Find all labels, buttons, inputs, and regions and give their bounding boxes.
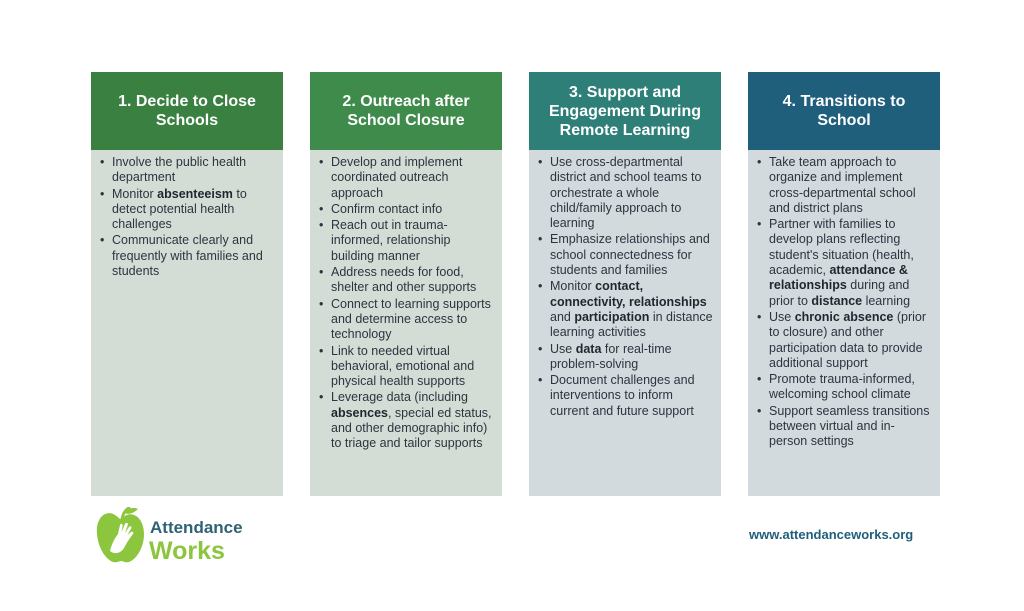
bullet-text: Support seamless transitions between virtual and in-person settings — [769, 403, 930, 449]
bullet-text: Link to needed virtual behavioral, emotional and physical health supports — [331, 343, 475, 389]
bullet-item — [99, 233, 275, 279]
bullet-text: Document challenges and interventions to inform current and future support — [550, 373, 695, 418]
bullet-text: Use — [550, 341, 576, 356]
bullet-item — [537, 232, 713, 278]
bullet-item — [756, 372, 932, 403]
bullet-item — [318, 265, 494, 296]
bullet-text: for real-time problem-solving — [550, 341, 672, 371]
bullet-item — [318, 155, 494, 201]
apple-hand-icon — [96, 507, 146, 565]
column-outreach — [310, 72, 502, 496]
website-url: www.attendanceworks.org — [749, 527, 914, 542]
bullet-item — [756, 217, 932, 309]
bullet-text: Use — [769, 309, 795, 324]
bullet-item — [537, 155, 713, 231]
column-body — [529, 150, 721, 496]
bullet-emphasis: absenteeism — [157, 186, 233, 201]
bullet-text: during and prior to — [769, 278, 910, 308]
bullet-text: and — [550, 309, 575, 324]
bullet-item — [537, 373, 713, 419]
bullet-item — [756, 155, 932, 216]
bullet-text: Use cross-departmental district and school teams to orchestrate a whole child/family approach to learning — [550, 155, 702, 231]
bullet-emphasis: data — [575, 341, 602, 356]
bullet-item — [756, 404, 932, 450]
bullet-item — [99, 187, 275, 233]
bullet-text: Connect to learning supports and determine access to technology — [331, 296, 491, 342]
bullet-text: Confirm contact info — [331, 201, 443, 216]
bullet-item — [537, 279, 713, 340]
column-decide-to-close — [91, 72, 283, 496]
column-title: 4. Transitions to School — [782, 93, 906, 129]
bullet-emphasis: attendance & relationships — [769, 263, 908, 293]
column-header — [91, 72, 283, 150]
bullet-text: to detect potential health challenges — [112, 186, 247, 232]
attendance-works-logo — [96, 507, 256, 567]
logo-text-works: Works — [149, 537, 225, 565]
column-header — [310, 72, 502, 150]
bullet-item — [318, 297, 494, 343]
bullet-item — [756, 310, 932, 371]
bullet-list — [756, 155, 932, 450]
column-title: 3. Support and Engagement During Remote Learning — [548, 83, 701, 139]
column-title: 1. Decide to Close Schools — [118, 93, 256, 129]
bullet-text: learning — [862, 293, 911, 308]
column-header — [748, 72, 940, 150]
column-title: 2. Outreach after School Closure — [342, 93, 470, 129]
bullet-list — [537, 155, 713, 419]
bullet-list — [318, 155, 494, 452]
column-body — [748, 150, 940, 496]
column-support-engagement — [529, 72, 721, 496]
bullet-text: Develop and implement coordinated outreach approach — [331, 155, 463, 200]
bullet-text: Take team approach to organize and implement cross-departmental school and district plans — [769, 155, 916, 215]
bullet-item — [318, 344, 494, 390]
bullet-text: Emphasize relationships and school connectedness for students and families — [550, 232, 710, 278]
bullet-text: Monitor — [112, 186, 158, 201]
bullet-emphasis: contact, connectivity, relationships — [550, 279, 707, 309]
bullet-text: Leverage data (including — [331, 390, 468, 405]
bullet-item — [318, 218, 494, 264]
column-body — [310, 150, 502, 496]
bullet-item — [537, 342, 713, 373]
bullet-text: Communicate clearly and frequently with families and students — [112, 233, 263, 279]
bullet-text: Partner with families to develop plans reflecting student's situation (health, academic, — [769, 217, 914, 278]
bullet-text: Reach out in trauma-informed, relationship building manner — [331, 218, 451, 263]
column-transitions — [748, 72, 940, 496]
bullet-emphasis: chronic absence — [794, 309, 894, 324]
bullet-item — [318, 202, 494, 217]
column-header — [529, 72, 721, 150]
column-body — [91, 150, 283, 496]
bullet-text: Monitor — [550, 279, 596, 294]
bullet-item — [99, 155, 275, 186]
bullet-list — [99, 155, 275, 279]
bullet-text: in distance learning activities — [550, 309, 713, 340]
bullet-text: Promote trauma-informed, welcoming school climate — [769, 372, 915, 402]
logo-text-attendance: Attendance — [150, 518, 243, 537]
bullet-text: , special ed status, and other demographic info) to triage and tailor supports — [331, 405, 492, 451]
bullet-text: Address needs for food, shelter and other supports — [331, 265, 477, 295]
bullet-emphasis: participation — [574, 309, 650, 324]
bullet-emphasis: distance — [811, 293, 863, 308]
bullet-text: (prior to closure) and other participation data to provide additional support — [769, 309, 927, 370]
bullet-item — [318, 390, 494, 451]
bullet-emphasis: absences — [331, 405, 388, 420]
bullet-text: Involve the public health department — [112, 155, 247, 185]
